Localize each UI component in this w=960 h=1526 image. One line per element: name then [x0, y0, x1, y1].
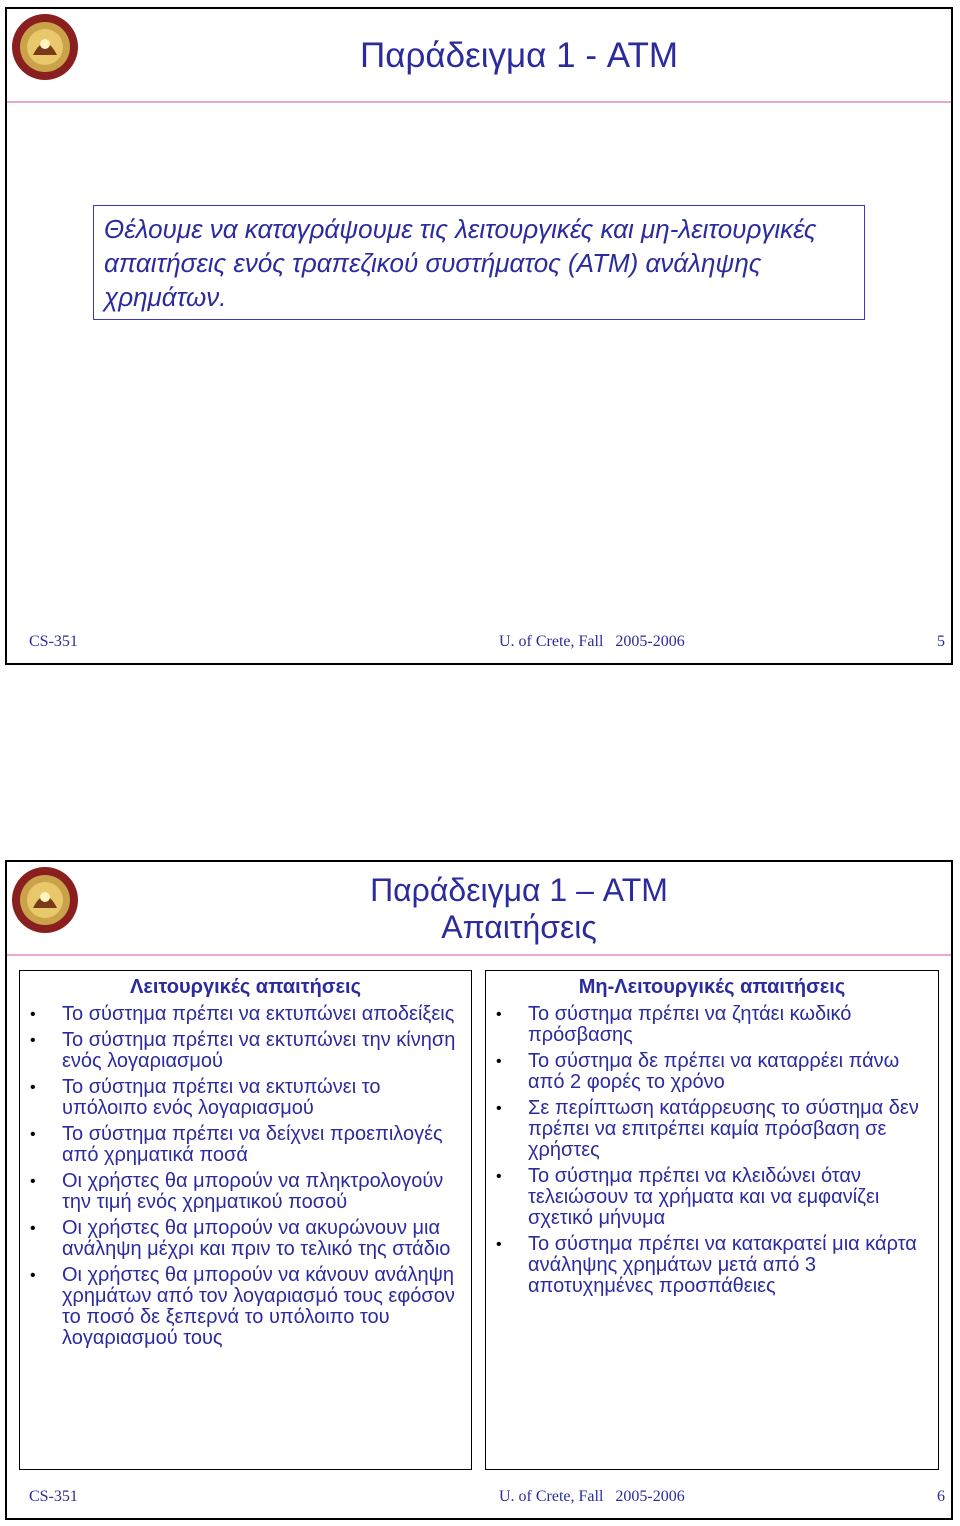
nonfunctional-requirements-box	[485, 970, 939, 1470]
slide-title	[87, 872, 951, 946]
list-item: • Οι χρήστες θα μπορούν να ακυρώνουν μια ανάληψη μέχρι και πριν το τελικό της στάδιο	[20, 1218, 471, 1260]
footer-page-number: 5	[937, 633, 945, 650]
footer-course: CS-351	[29, 633, 78, 650]
list-item: • Το σύστημα πρέπει να ζητάει κωδικό πρόσβασης	[486, 1004, 938, 1046]
footer-institution: U. of Crete, Fall 2005-2006	[499, 1488, 685, 1505]
list-item: • Το σύστημα πρέπει να εκτυπώνει το υπόλοιπο ενός λογαριασμού	[20, 1077, 471, 1119]
slide-5	[5, 7, 953, 665]
functional-list	[20, 1004, 471, 1349]
footer-page-number: 6	[937, 1488, 945, 1505]
list-item: • Το σύστημα πρέπει να εκτυπώνει αποδείξεις	[20, 1004, 471, 1025]
footer-course: CS-351	[29, 1488, 78, 1505]
footer-institution: U. of Crete, Fall 2005-2006	[499, 633, 685, 650]
list-item: • Σε περίπτωση κατάρρευσης το σύστημα δεν πρέπει να επιτρέπει καμία πρόσβαση σε χρήστες	[486, 1098, 938, 1161]
list-item: • Το σύστημα πρέπει να δείχνει προεπιλογές από χρηματικά ποσά	[20, 1124, 471, 1166]
list-item: • Το σύστημα πρέπει να κλειδώνει όταν τελειώσουν τα χρήματα και να εμφανίζει σχετικό μήνυμα	[486, 1166, 938, 1229]
university-logo-icon	[9, 11, 81, 83]
intro-text-box: Θέλουμε να καταγράψουμε τις λειτουργικές και μη-λειτουργικές απαιτήσεις ενός τραπεζικού συστήματος (ATM) ανάληψης χρημάτων.	[93, 205, 865, 320]
nonfunctional-heading: Μη-Λειτουργικές απαιτήσεις	[578, 976, 846, 998]
title-divider	[7, 101, 951, 103]
functional-requirements-box	[19, 970, 472, 1470]
slide-footer	[7, 633, 951, 653]
list-item: • Το σύστημα πρέπει να κατακρατεί μια κάρτα ανάληψης χρημάτων μετά από 3 αποτυχημένες προσπάθειες	[486, 1234, 938, 1297]
nonfunctional-list	[486, 1004, 938, 1297]
list-item: • Οι χρήστες θα μπορούν να πληκτρολογούν την τιμή ενός χρηματικού ποσού	[20, 1171, 471, 1213]
list-item: • Οι χρήστες θα μπορούν να κάνουν ανάληψη χρημάτων από τον λογαριασμό τους εφόσον το ποσό δε ξεπερνά το υπόλοιπο του λογαριασμού τους	[20, 1265, 471, 1349]
title-divider	[7, 954, 951, 956]
slide-footer	[7, 1488, 951, 1508]
slide-title-line-1: Παράδειγμα 1 – ATM	[370, 872, 668, 908]
list-item: • Το σύστημα δε πρέπει να καταρρέει πάνω από 2 φορές το χρόνο	[486, 1051, 938, 1093]
functional-heading: Λειτουργικές απαιτήσεις	[130, 976, 361, 998]
list-item: • Το σύστημα πρέπει να εκτυπώνει την κίνηση ενός λογαριασμού	[20, 1030, 471, 1072]
slide-title-line-2: Απαιτήσεις	[441, 909, 597, 945]
slide-6	[5, 860, 953, 1520]
slide-title: Παράδειγμα 1 - ATM	[360, 36, 678, 75]
university-logo-icon	[9, 864, 81, 936]
